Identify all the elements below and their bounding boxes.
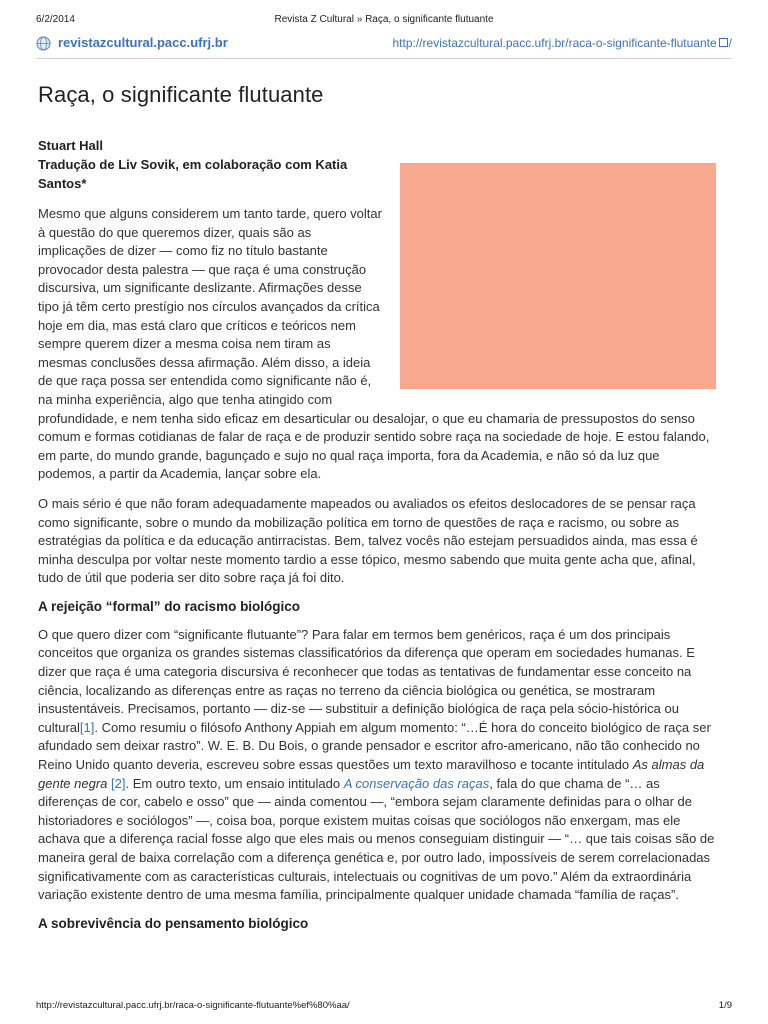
paragraph-2: O mais sério é que não foram adequadamente mapeados ou avaliados os efeitos deslocadores de se pensar raça como significante, sobre o mundo da mobilização política em torno de questões de raça e racismo, ou sobre as estratégias da política e da educação antirracistas. Bem, talvez vocês não estejam persuadidos ainda, mas essa é minha desculpa por voltar neste momento tardio a esse tópico, mesmo sabendo que muita gente acha que, afinal, tudo de útil que poderia ser dito sobre raça já foi dito. <box>38 495 698 586</box>
book-title-conservacao: A conservação das raças <box>343 775 490 791</box>
print-header <box>36 14 732 28</box>
site-domain-link[interactable]: revistazcultural.pacc.ufrj.br <box>58 35 228 50</box>
paragraph-1: Mesmo que alguns considerem um tanto tarde, quero voltar à questão do que queremos dizer, quais são as implicações de dizer — como fiz no título bastante provocador desta palestra — que raça é uma construção discursiva, um significante deslizante. Afirmações desse tipo já têm certo prestígio nos círculos avançados da crítica hoje em dia, mas está claro que críticos e teóricos nem sempre querem dizer a mesma coisa nem tiram as mesmas conclusões dessa afirmação. Além disso, a ideia de que raça possa ser entendida como significante não é, na minha experiência, algo que tenha atingido com profundidade, e nem tenha sido eficaz em desarticular ou desalojar, o que eu chamaria de pressupostos do senso comum e formas cotidianas de falar de raça e de produzir sentido sobre raça na sociedade de hoje. E estou falando, em parte, do mundo grande, bagunçado e sujo no qual raça importa, fora da Academia, e não só da luz que podemos, a partir da Academia, lançar sobre ela. <box>38 206 710 482</box>
globe-icon <box>36 36 51 51</box>
external-link-icon <box>719 38 728 47</box>
paragraph-3-part-c: . Em outro texto, um ensaio intitulado <box>125 775 344 791</box>
footnote-link-1[interactable]: [1] <box>79 719 95 735</box>
header-divider <box>36 58 732 59</box>
paragraph-3-part-d: , fala do que chama de “… as diferenças de cor, cabelo e osso” que — ainda comentou —, “embora sejam claramente definidas para o olhar de historiadores e sociólogos” —, coisa boa, porque existem muitas coisas que sociólogos não enxergam, mas ele achava que a diferença racial fosse algo que eles mais ou menos conseguiam distinguir — “… que tais coisas são de maneira geral de baixa correlação com a diferença genética e, por outro lado, impossíveis de serem correlacionadas significativamente com as características culturais, intelectuais ou cognitivas de um povo.” Além da extraordinária variação existente dentro de uma mesma família, principalmente qualquer unidade chamada “família de raças”. <box>38 775 715 903</box>
section-heading-2: A sobrevivência do pensamento biológico <box>38 915 309 931</box>
article-title: Raça, o significante flutuante <box>38 82 324 107</box>
book-link-conservacao[interactable] <box>344 776 489 791</box>
print-date: 6/2/2014 <box>36 14 75 25</box>
paragraph-3-part-b: . Como resumiu o filósofo Anthony Appiah em algum momento: “…É hora do conceito biológico de raça ser afundado sem deixar rastro”. W. E. B. Du Bois, o grande pensador e escritor afro-americano, não tão conhecido no Reino Unido quanto deveria, escreveu sobre essas questões um texto maravilhoso e tocante intitulado <box>38 719 711 773</box>
author-name: Stuart Hall <box>38 138 104 153</box>
translation-credit: Tradução de Liv Sovik, em colaboração com Katia Santos* <box>38 157 348 191</box>
site-bar <box>36 34 732 54</box>
footnote-link-2[interactable]: [2] <box>111 775 126 791</box>
site-url-text: http://revistazcultural.pacc.ufrj.br/raca-o-significante-flutuante <box>392 36 717 50</box>
site-url-link[interactable] <box>393 36 733 50</box>
print-page-title: Revista Z Cultural » Raça, o significante flutuante <box>274 14 494 25</box>
section-heading-1: A rejeição “formal” do racismo biológico <box>38 598 301 614</box>
site-url-suffix: / <box>728 36 732 50</box>
book-title-almas: As almas da gente negra <box>38 757 705 791</box>
page-number: 1/9 <box>718 1000 732 1011</box>
print-footer <box>36 1000 732 1014</box>
footer-url: http://revistazcultural.pacc.ufrj.br/raca-o-significante-flutuante%ef%80%aa/ <box>36 1000 350 1011</box>
article <box>38 82 716 943</box>
article-image <box>400 163 716 389</box>
paragraph-3 <box>38 626 716 905</box>
paragraph-3-part-a: O que quero dizer com “significante flutuante”? Para falar em termos bem genéricos, raça é um dos principais conceitos que organiza os grandes sistemas classificatórios da diferença que operam em sociedades humanas. E dizer que raça é uma categoria discursiva é reconhecer que todas as tentativas de fundamentar esse conceito na ciência, localizando as diferenças entre as raças no terreno da ciência biológica ou genética, se mostraram insustentáveis. Precisamos, portanto — diz-se — substituir a definição biológica de raça pela sócio-histórica ou cultural <box>38 626 695 735</box>
